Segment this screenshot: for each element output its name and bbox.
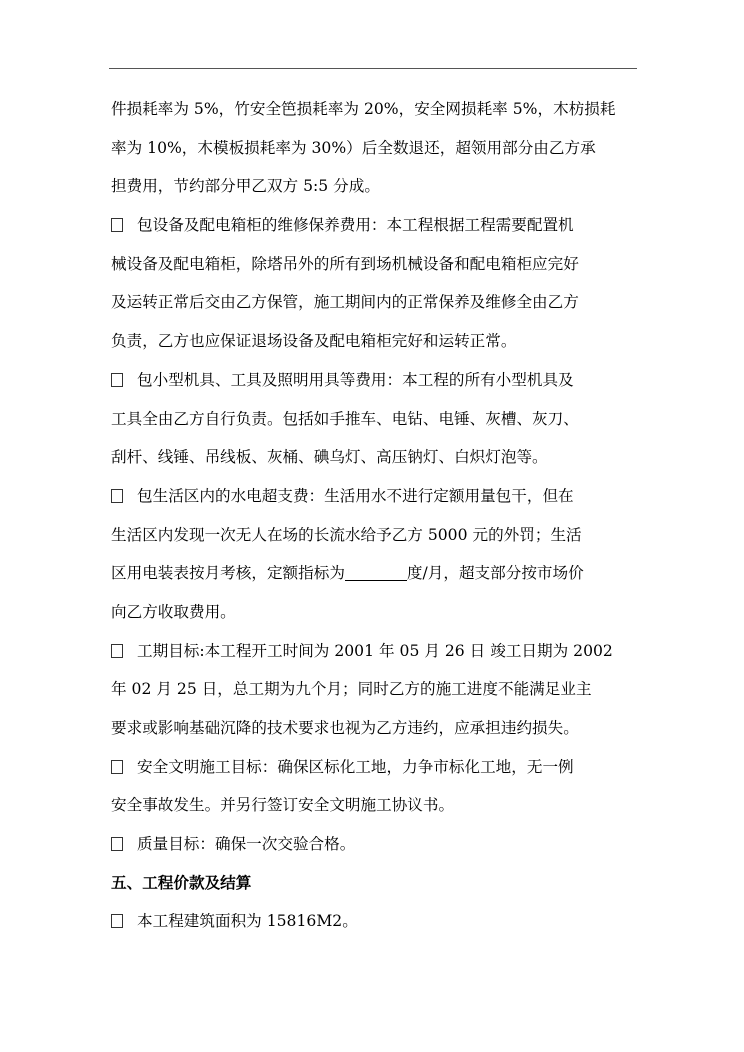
- bullet-box-icon: [111, 837, 123, 851]
- bullet-text: 包设备及配电箱柜的维修保养费用：本工程根据工程需要配置机: [137, 216, 574, 235]
- bullet-box-icon: [111, 914, 123, 928]
- bullet-text: 包小型机具、工具及照明用具等费用：本工程的所有小型机具及: [137, 370, 574, 389]
- fill-in-blank: [345, 562, 407, 581]
- bullet-box-icon: [111, 218, 123, 232]
- text-after-blank: 度/月，超支部分按市场价: [406, 564, 584, 583]
- text-line: 生活区内发现一次无人在场的长流水给予乙方 5000 元的外罚；生活: [111, 525, 582, 544]
- text-line: 向乙方收取费用。: [111, 602, 236, 621]
- text-line: 刮杆、线锤、吊线板、灰桶、碘乌灯、高压钠灯、白炽灯泡等。: [111, 448, 548, 467]
- text-line: 担费用，节约部分甲乙双方 5:5 分成。: [111, 177, 380, 196]
- text-line: 负责，乙方也应保证退场设备及配电箱柜完好和运转正常。: [111, 332, 517, 351]
- text-line: 安全事故发生。并另行签订安全文明施工协议书。: [111, 796, 455, 815]
- bullet-box-icon: [111, 644, 123, 658]
- text-line-with-blank: [111, 554, 636, 593]
- bullet-text: 质量目标：确保一次交验合格。: [137, 835, 356, 854]
- bullet-text: 安全文明施工目标：确保区标化工地，力争市标化工地，无一例: [137, 757, 574, 776]
- bullet-line: [111, 206, 636, 245]
- text-line: 械设备及配电箱柜，除塔吊外的所有到场机械设备和配电箱柜应完好: [111, 254, 579, 273]
- section-heading: 五、工程价款及结算: [111, 873, 252, 892]
- header-rule: [109, 68, 637, 69]
- text-line: 工具全由乙方自行负责。包括如手推车、电钻、电锤、灰槽、灰刀、: [111, 409, 579, 428]
- bullet-box-icon: [111, 489, 123, 503]
- bullet-text: 本工程建筑面积为 15816M2。: [137, 912, 358, 931]
- bullet-box-icon: [111, 373, 123, 387]
- text-line: 年 02 月 25 日，总工期为九个月；同时乙方的施工进度不能满足业主: [111, 680, 592, 699]
- text-line: 件损耗率为 5%，竹安全笆损耗率为 20%，安全网损耗率 5%，木枋损耗: [111, 100, 616, 118]
- bullet-text: 工期目标:本工程开工时间为 2001 年 05 月 26 日 竣工日期为 2002: [137, 641, 613, 660]
- text-before-blank: 区用电装表按月考核，定额指标为: [111, 564, 345, 583]
- text-line: 要求或影响基础沉降的技术要求也视为乙方违约，应承担违约损失。: [111, 719, 579, 737]
- bullet-line: [111, 477, 636, 516]
- bullet-line: [111, 361, 636, 400]
- text-line: 及运转正常后交由乙方保管，施工期间内的正常保养及维修全由乙方: [111, 293, 579, 312]
- bullet-line: [111, 825, 636, 864]
- bullet-line: [111, 902, 636, 941]
- bullet-box-icon: [111, 760, 123, 774]
- bullet-line: [111, 748, 636, 787]
- bullet-line: [111, 632, 636, 671]
- document-body: [111, 90, 636, 941]
- bullet-text: 包生活区内的水电超支费：生活用水不进行定额用量包干，但在: [137, 486, 574, 505]
- text-line: 率为 10%，木模板损耗率为 30%）后全数退还，超领用部分由乙方承: [111, 138, 596, 157]
